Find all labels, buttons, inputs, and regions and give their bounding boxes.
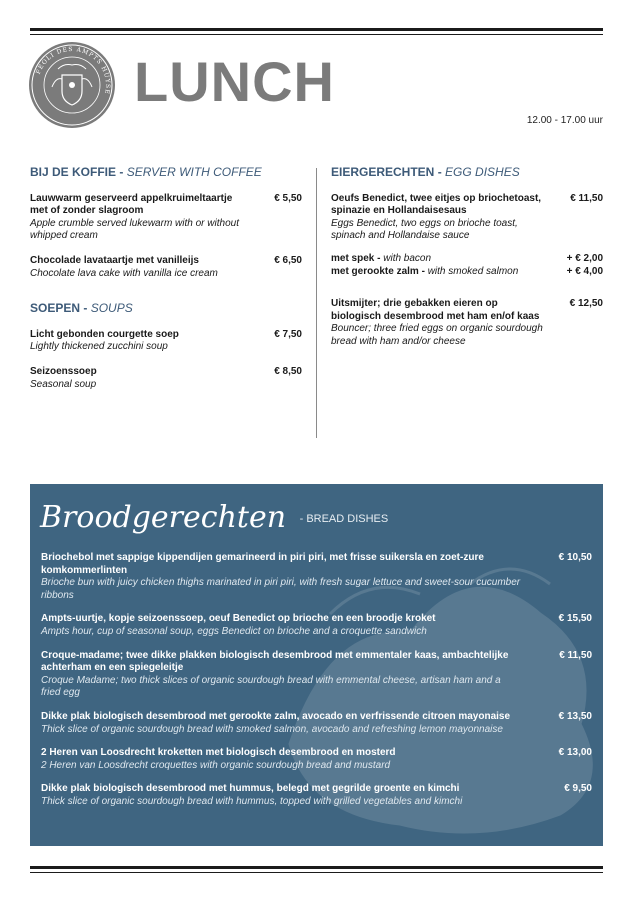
price: € 8,50 bbox=[274, 365, 302, 377]
menu-item: Briochebol met sappige kippendijen gemarineerd in piri piri, met frisse suikersla en zoet-zure komkommerlinten Brioche bun with juicy chicken thighs marinated in piri piri, with fresh sugar lettuce and sweet-sour cucumber ribbons € 10,50 bbox=[41, 552, 592, 601]
top-rule-thin bbox=[30, 34, 603, 35]
price: € 15,50 bbox=[558, 613, 592, 625]
column-divider bbox=[316, 168, 317, 438]
menu-item: Seizoenssoep Seasonal soup € 8,50 bbox=[30, 365, 302, 390]
crest-logo bbox=[28, 41, 116, 129]
bread-list bbox=[41, 552, 592, 820]
menu-item: Dikke plak biologisch desembrood met hummus, belegd met gegrilde groente en kimchi Thick slice of organic sourdough bread with hummus, topped with grilled vegetables and kimchi € 9,50 bbox=[41, 783, 592, 807]
page-title: LUNCH bbox=[134, 50, 335, 113]
price: € 10,50 bbox=[558, 552, 592, 563]
price: € 11,50 bbox=[559, 649, 592, 661]
menu-item: Dikke plak biologisch desembrood met gerookte zalm, avocado en verfrissende citroen mayonaise Thick slice of organic sourdough bread with smoked salmon, avocado and refreshing lemon mayonnaise € 13,50 bbox=[41, 710, 592, 735]
svg-text:FEOLI DES AMPTS HUYSE: FEOLI DES AMPTS HUYSE bbox=[34, 45, 112, 96]
price: € 13,00 bbox=[558, 747, 592, 759]
extra-option: met spek - with bacon + € 2,00 bbox=[331, 252, 603, 264]
menu-item: Licht gebonden courgette soep Lightly thickened zucchini soup € 7,50 bbox=[30, 328, 302, 353]
price: € 6,50 bbox=[274, 254, 302, 266]
menu-item: Ampts-uurtje, kopje seizoenssoep, oeuf Benedict op brioche en een broodje kroket Ampts hour, cup of seasonal soup, eggs Benedict on brioche and a croquette sandwich € 15,50 bbox=[41, 613, 592, 637]
price: € 7,50 bbox=[274, 328, 302, 340]
price: € 12,50 bbox=[569, 298, 603, 310]
opening-hours: 12.00 - 17.00 uur bbox=[526, 115, 603, 126]
menu-item: 2 Heren van Loosdrecht kroketten met biologisch desembrood en mosterd 2 Heren van Loosdrecht croquettes with organic sourdough bread and mustard € 13,00 bbox=[41, 747, 592, 771]
panel-title: Broodgerechten - BREAD DISHES bbox=[40, 500, 389, 535]
menu-item: Croque-madame; twee dikke plakken biologisch desembrood met emmentaler kaas, ambachtelijke achterham en een spiegeleitje Croque Madame; two thick slices of organic sourdough bread with emmental cheese, artisan ham and a fried egg € 11,50 bbox=[41, 649, 592, 699]
section-title: SOEPEN - SOUPS bbox=[30, 301, 133, 316]
price: + € 2,00 bbox=[566, 252, 603, 264]
menu-item: Lauwwarm geserveerd appelkruimeltaartje met of zonder slagroom Apple crumble served lukewarm with or without whipped cream € 5,50 bbox=[30, 192, 302, 242]
section-title: BIJ DE KOFFIE - SERVER WITH COFFEE bbox=[30, 165, 262, 179]
price: € 5,50 bbox=[274, 192, 302, 204]
extra-option: met gerookte zalm - with smoked salmon + € 4,00 bbox=[331, 265, 603, 277]
section-soups bbox=[30, 302, 302, 391]
right-column bbox=[331, 166, 603, 361]
bottom-rule-thin bbox=[30, 872, 603, 873]
price: € 11,50 bbox=[570, 192, 603, 204]
section-title: EIERGERECHTEN - EGG DISHES bbox=[331, 165, 520, 179]
section-coffee bbox=[30, 166, 302, 280]
price: € 9,50 bbox=[564, 783, 592, 795]
price: + € 4,00 bbox=[566, 265, 603, 277]
menu-item: Oeufs Benedict, twee eitjes op briochetoast, spinazie en Hollandaisesaus Eggs Benedict, two eggs on brioche toast, spinach and Hollandaise sauce € 11,50 bbox=[331, 192, 603, 242]
bread-dishes-panel bbox=[30, 484, 603, 846]
price: € 13,50 bbox=[558, 710, 592, 722]
bottom-rule bbox=[30, 866, 603, 869]
menu-item: Uitsmijter; drie gebakken eieren op biologisch desembrood met ham en/of kaas Bouncer; three fried eggs on organic sourdough bread with ham and/or cheese € 12,50 bbox=[331, 298, 603, 347]
top-rule bbox=[30, 28, 603, 31]
left-column bbox=[30, 166, 302, 403]
menu-item: Chocolade lavataartje met vanilleijs Chocolate lava cake with vanilla ice cream € 6,50 bbox=[30, 254, 302, 279]
